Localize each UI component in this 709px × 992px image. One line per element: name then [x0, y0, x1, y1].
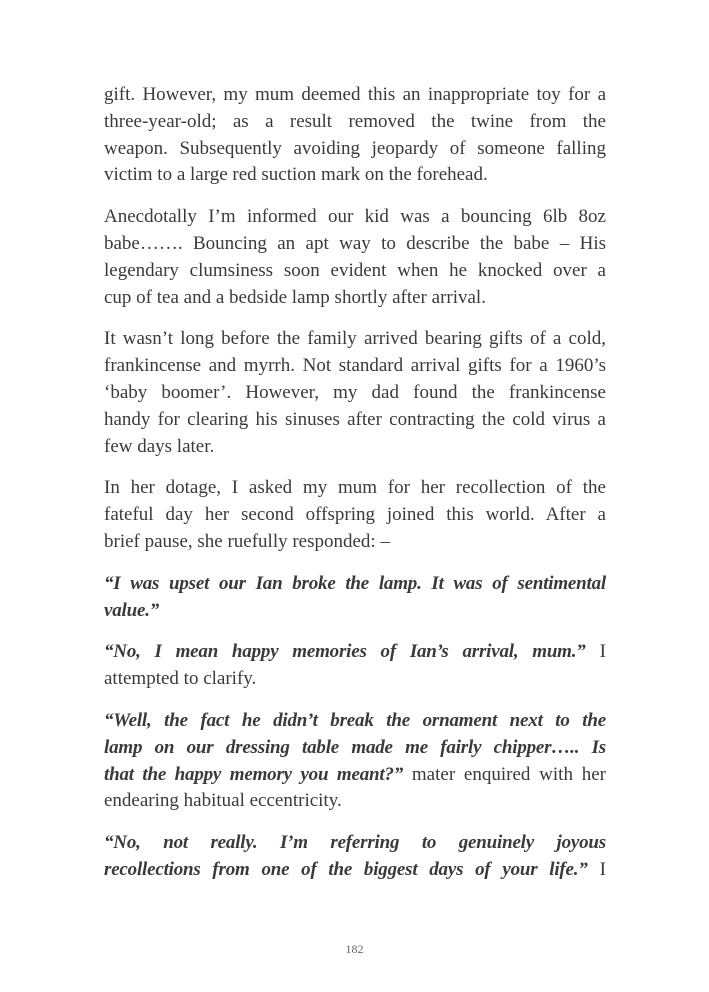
paragraph — [104, 708, 606, 815]
text-line — [104, 380, 606, 407]
paragraph — [104, 475, 606, 555]
text-segment: legendary clumsiness soon evident when he knocked over a — [104, 259, 606, 281]
text-segment: cup of tea and a bedside lamp shortly after arrival. — [104, 286, 486, 308]
text-segment: fateful day her second offspring joined this world. After a — [104, 504, 606, 526]
text-segment: babe……. Bouncing an apt way to describe the babe – His — [104, 232, 606, 254]
text-line — [104, 708, 606, 735]
text-line — [104, 475, 606, 502]
paragraph — [104, 639, 606, 693]
quoted-dialogue: “Well, the fact he didn’t break the ornament next to the — [104, 709, 606, 731]
text-segment: few days later. — [104, 435, 215, 457]
text-line — [104, 353, 606, 380]
text-segment: It wasn’t long before the family arrived bearing gifts of a cold, — [104, 328, 606, 350]
quoted-dialogue: value.” — [104, 599, 160, 621]
quoted-dialogue: “No, not really. I’m referring to genuinely joyous — [104, 832, 606, 854]
text-segment: weapon. Subsequently avoiding jeopardy of someone falling — [104, 137, 606, 159]
text-segment: endearing habitual eccentricity. — [104, 790, 342, 812]
text-line — [104, 666, 606, 693]
paragraph — [104, 204, 606, 311]
quoted-dialogue: recollections from one of the biggest days of your life.” — [104, 858, 588, 880]
text-line — [104, 434, 606, 461]
text-segment: I — [585, 641, 606, 663]
text-line — [104, 571, 606, 598]
text-line — [104, 502, 606, 529]
text-line — [104, 639, 606, 666]
text-line — [104, 109, 606, 136]
text-segment: handy for clearing his sinuses after contracting the cold virus a — [104, 408, 606, 430]
paragraph — [104, 82, 606, 189]
text-segment: frankincense and myrrh. Not standard arrival gifts for a 1960’s — [104, 355, 606, 377]
text-line — [104, 326, 606, 353]
text-segment: In her dotage, I asked my mum for her recollection of the — [104, 477, 606, 499]
quoted-dialogue: “No, I mean happy memories of Ian’s arrival, mum.” — [104, 641, 586, 663]
text-line — [104, 82, 606, 109]
text-segment: Anecdotally I’m informed our kid was a bouncing 6lb 8oz — [104, 206, 606, 228]
text-segment: attempted to clarify. — [104, 668, 257, 690]
text-line — [104, 204, 606, 231]
text-line — [104, 162, 606, 189]
text-line — [104, 529, 606, 556]
quoted-dialogue: that the happy memory you meant?” — [104, 763, 404, 785]
text-line — [104, 598, 606, 625]
quoted-dialogue: “I was upset our Ian broke the lamp. It was of sentimental — [104, 572, 606, 594]
paragraph — [104, 571, 606, 625]
text-line — [104, 857, 606, 884]
text-segment: mater enquired with her — [403, 763, 606, 785]
text-line — [104, 285, 606, 312]
text-line — [104, 762, 606, 789]
paragraph — [104, 326, 606, 460]
text-line — [104, 830, 606, 857]
text-segment: ‘baby boomer’. However, my dad found the frankincense — [104, 381, 606, 403]
text-line — [104, 136, 606, 163]
page-body — [104, 82, 606, 899]
text-line — [104, 258, 606, 285]
page-number: 182 — [345, 942, 364, 956]
text-segment: victim to a large red suction mark on the forehead. — [104, 164, 488, 186]
paragraph — [104, 830, 606, 884]
text-segment: three-year-old; as a result removed the twine from the — [104, 110, 606, 132]
text-segment: brief pause, she ruefully responded: – — [104, 530, 390, 552]
quoted-dialogue: lamp on our dressing table made me fairly chipper….. Is — [104, 736, 606, 758]
text-line — [104, 231, 606, 258]
text-line — [104, 788, 606, 815]
text-line — [104, 735, 606, 762]
text-segment: gift. However, my mum deemed this an inappropriate toy for a — [104, 84, 606, 105]
text-line — [104, 407, 606, 434]
text-segment: I — [587, 858, 606, 880]
